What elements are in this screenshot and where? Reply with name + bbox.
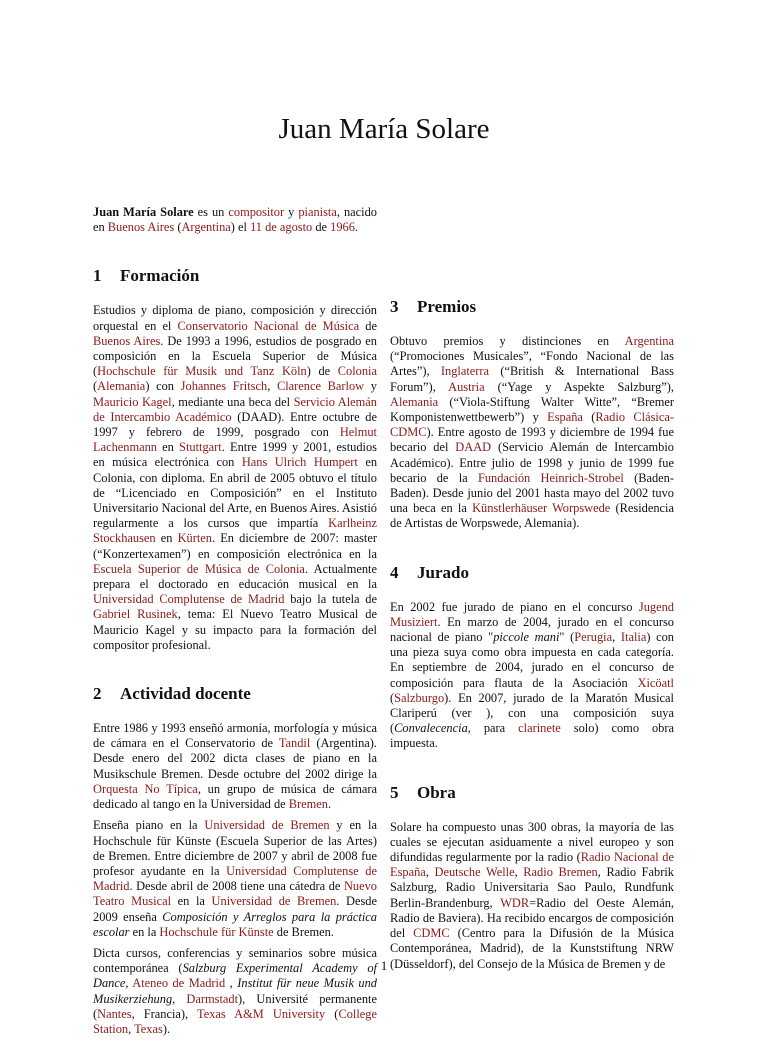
- link-alemania-premios[interactable]: Alemania: [390, 394, 439, 409]
- link-daad-servicio[interactable]: Servicio Alemán de Intercambio Académico: [93, 394, 377, 424]
- link-kurten[interactable]: Kürten: [177, 531, 213, 546]
- formacion-paragraph: Estudios y diploma de piano, composición y dirección orquestal en el Conservatorio Nacional de Música de Buenos Aires. De 1993 a 1996, estudios de posgrado en composición en la Escuela Superior de Música (Hochschule für Musik und Tanz Köln) de Colonia (Alemania) con Johannes Fritsch, Clarence Barlow y Mauricio Kagel, mediante una beca del Servicio Alemán de Intercambio Académico (DAAD). Entre octubre de 1997 y febrero de 1999, posgrado con Helmut Lachenmann en Stuttgart. Entre 1999 y 2001, estudios en música electrónica con Hans Ulrich Humpert en Colonia, con diploma. En abril de 2005 obtuvo el título de “Licenciado en Composición” en el Instituto Universitario Nacional del Arte, en Buenos Aires. Asistió regularmente a los cursos que impartía Karlheinz Stockhausen en Kürten. En diciembre de 2007: master (“Konzertexamen”) en composición electrónica en la Escuela Superior de Música de Colonia. Actualmente prepara el doctorado en educación musical en la Universidad Complutense de Madrid bajo la tutela de Gabriel Rusinek, tema: El Nuevo Teatro Musical de Mauricio Kagel y su impacto para la formación del compositor profesional.: [93, 303, 378, 652]
- link-buenos-aires[interactable]: Buenos Aires: [107, 220, 175, 235]
- link-worpswede[interactable]: Künstlerhäuser Worpswede: [472, 501, 611, 516]
- obra-paragraph: Solare ha compuesto unas 300 obras, la mayoría de las cuales se ejecutan asiduamente a nivel europeo y son difundidas regularmente por la radio (Radio Nacional de España, Deutsche Welle, Radio Bremen, Radio Fabrik Salzburg, Radio Universitaria Sao Paulo, Rundfunk Berlin-Brandenburg, WDR=Radio del Oeste Alemán, Radio de Baviera). Ha recibido encargos de composición del CDMC (Centro para la Difusión de la Música Contemporánea, Madrid), de la Kunststiftung NRW (Düsseldorf), del Consejo de la Música de Bremen y de: [390, 819, 675, 971]
- link-argentina-premios[interactable]: Argentina: [624, 334, 674, 348]
- link-humpert[interactable]: Hans Ulrich Humpert: [241, 455, 358, 470]
- link-ateneo-madrid[interactable]: Ateneo de Madrid: [132, 976, 226, 991]
- link-college-station[interactable]: College Station: [93, 1006, 377, 1036]
- article-subject: Juan María Solare: [93, 205, 194, 219]
- link-fritsch[interactable]: Johannes Fritsch: [180, 379, 268, 394]
- link-complutense[interactable]: Universidad Complutense de Madrid: [93, 592, 285, 607]
- link-nantes[interactable]: Nantes: [97, 1006, 132, 1021]
- link-inglaterra[interactable]: Inglaterra: [440, 364, 490, 379]
- link-1966[interactable]: 1966: [330, 220, 355, 235]
- link-universidad-bremen[interactable]: Universidad de Bremen: [204, 818, 330, 833]
- link-clarinete[interactable]: clarinete: [518, 721, 561, 736]
- section-heading-jurado: 4 Jurado: [390, 562, 469, 582]
- actividad-paragraph-1: Entre 1986 y 1993 enseñó armonía, morfología y música de cámara en el Conservatorio de Tandil (Argentina). Desde enero del 2002 dicta clases de piano en la Musikschule Bremen. Desde octubre del 2002 dirige la Orquesta No Típica, un grupo de música de cámara dedicado al tango en la Universidad de Bremen.: [93, 721, 377, 812]
- link-austria[interactable]: Austria: [448, 379, 485, 394]
- left-column: [93, 205, 377, 1043]
- link-italia[interactable]: Italia: [620, 630, 647, 645]
- link-bremen[interactable]: Bremen: [288, 797, 329, 812]
- link-wdr[interactable]: WDR: [500, 895, 530, 910]
- section-heading-obra: 5 Obra: [390, 782, 456, 802]
- link-tandil[interactable]: Tandil: [278, 736, 311, 751]
- link-kagel[interactable]: Mauricio Kagel: [93, 394, 172, 409]
- link-rusinek[interactable]: Gabriel Rusinek: [93, 607, 178, 622]
- link-radio-bremen[interactable]: Radio Bremen: [523, 865, 598, 880]
- link-cdmc[interactable]: CDMC: [413, 926, 450, 941]
- link-alemania[interactable]: Alemania: [97, 379, 146, 394]
- link-barlow[interactable]: Clarence Barlow: [276, 379, 365, 394]
- page-number: 1: [380, 958, 388, 973]
- premios-paragraph: Obtuvo premios y distinciones en Argentina (“Promociones Musicales”, “Fondo Nacional de las Artes”), Inglaterra (“British & International Bass Forum”), Austria (“Yage y Aspekte Salzburg”), Alemania (“Viola-Stiftung Walter Witte”, “Bremer Komponistenwettbewerb”) y España (Radio Clásica-CDMC). Entre agosto de 1993 y diciembre de 1994 fue becario del DAAD (Servicio Alemán de Intercambio Académico). Entre julio de 1998 y junio de 1999 fue becario de la Fundación Heinrich-Strobel (Baden-Baden). Desde junio del 2001 hasta mayo del 2002 tuvo una beca en la Künstlerhäuser Worpswede (Residencia de Artistas de Worpswede, Alemania).: [390, 334, 675, 531]
- link-xicoatl[interactable]: Xicöatl: [637, 675, 674, 690]
- link-jugend-musiziert[interactable]: Jugend Musiziert: [390, 599, 674, 629]
- link-darmstadt[interactable]: Darmstadt: [186, 991, 239, 1006]
- right-column: [390, 297, 674, 978]
- link-orquesta-no-tipica[interactable]: Orquesta No Típica: [93, 781, 198, 796]
- link-11-agosto[interactable]: 11 de agosto: [250, 220, 313, 235]
- link-escuela-colonia[interactable]: Escuela Superior de Música de Colonia: [93, 561, 305, 576]
- link-radio-clasica[interactable]: Radio Clásica-CDMC: [390, 410, 674, 440]
- link-salzburgo[interactable]: Salzburgo: [394, 690, 445, 705]
- link-stuttgart[interactable]: Stuttgart: [179, 440, 222, 455]
- actividad-paragraph-3: Dicta cursos, conferencias y seminarios sobre música contemporánea (Salzburg Experimental Academy of Dance, Ateneo de Madrid , Institut für neue Musik und Musikerziehung, Darmstadt), Université permanente (Nantes, Francia), Texas A&M University (College Station, Texas).: [93, 945, 378, 1036]
- link-colonia[interactable]: Colonia: [337, 364, 377, 379]
- page-title: Juan María Solare: [278, 113, 490, 145]
- link-stockhausen[interactable]: Karlheinz Stockhausen: [93, 516, 377, 546]
- intro-paragraph: Juan María Solare es un compositor y pianista, nacido en Buenos Aires (Argentina) el 11 de agosto de 1966.: [93, 205, 377, 235]
- link-argentina[interactable]: Argentina: [181, 220, 231, 235]
- section-heading-actividad: 2 Actividad docente: [93, 684, 251, 704]
- link-hochschule-kunste[interactable]: Hochschule für Künste: [159, 924, 274, 939]
- jurado-paragraph: En 2002 fue jurado de piano en el concurso Jugend Musiziert. En marzo de 2004, jurado en el concurso nacional de piano "piccole mani" (Perugia, Italia) con una pieza suya como obra impuesta en cada categoría. En septiembre de 2004, jurado en el concurso de composición para flauta de la Asociación Xicöatl (Salzburgo). En 2007, jurado de la Maratón Musical Clariperú (ver ), con una composición suya (Convalecencia, para clarinete solo) como obra impuesta.: [390, 599, 674, 751]
- link-daad[interactable]: DAAD: [455, 440, 492, 455]
- link-rne[interactable]: Radio Nacional de España: [390, 850, 674, 880]
- link-complutense-2[interactable]: Universidad Complutense de Madrid: [93, 863, 377, 894]
- link-pianista[interactable]: pianista: [298, 205, 337, 219]
- link-nuevo-teatro-musical[interactable]: Nuevo Teatro Musical: [93, 879, 377, 909]
- link-deutsche-welle[interactable]: Deutsche Welle: [434, 865, 515, 880]
- actividad-paragraph-2: Enseña piano en la Universidad de Bremen y en la Hochschule für Künste (Escuela Superior de las Artes) de Bremen. Entre diciembre de 2007 y abril de 2008 fue profesor ayudante en la Universidad Complutense de Madrid. Desde abril de 2008 tiene una cátedra de Nuevo Teatro Musical en la Universidad de Bremen. Desde 2009 enseña Composición y Arreglos para la práctica escolar en la Hochschule für Künste de Bremen.: [93, 818, 377, 939]
- link-perugia[interactable]: Perugia: [574, 630, 613, 645]
- link-compositor[interactable]: compositor: [228, 205, 285, 219]
- link-conservatorio[interactable]: Conservatorio Nacional de Música: [177, 318, 360, 333]
- link-buenos-aires-2[interactable]: Buenos Aires: [93, 333, 161, 348]
- link-universidad-bremen-2[interactable]: Universidad de Bremen: [211, 894, 337, 909]
- link-hochschule-koeln[interactable]: Hochschule für Musik und Tanz Köln: [97, 364, 307, 379]
- link-fundacion-strobel[interactable]: Fundación Heinrich-Strobel: [477, 470, 624, 485]
- link-espana[interactable]: España: [547, 410, 583, 425]
- link-texas[interactable]: Texas: [134, 1021, 163, 1036]
- section-heading-premios: 3 Premios: [390, 297, 477, 316]
- link-lachenmann[interactable]: Helmut Lachenmann: [93, 425, 377, 455]
- section-heading-formacion: 1 Formación: [93, 266, 200, 286]
- link-texas-am[interactable]: Texas A&M University: [197, 1006, 326, 1021]
